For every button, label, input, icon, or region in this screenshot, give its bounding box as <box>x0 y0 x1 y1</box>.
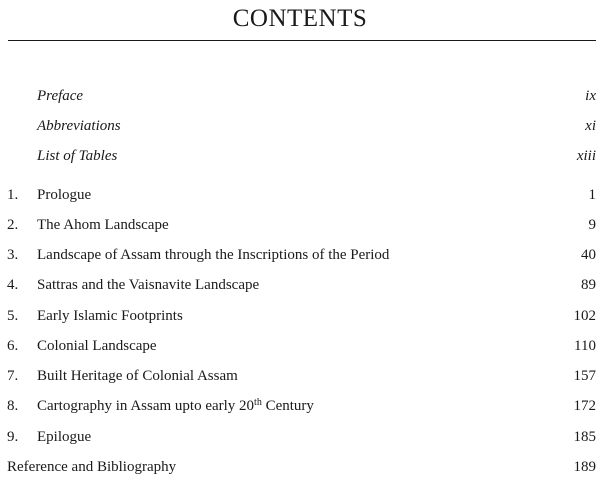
toc-entry-label <box>37 395 314 417</box>
title-divider <box>8 40 596 41</box>
toc-entry-page: 185 <box>573 429 596 445</box>
toc-entry-page: 189 <box>573 459 596 475</box>
toc-entry-preface[interactable] <box>0 85 600 107</box>
toc-entry-label: The Ahom Landscape <box>37 217 169 233</box>
toc-entry-page: 157 <box>573 368 596 384</box>
toc-entry-label: List of Tables <box>37 148 118 164</box>
toc-entry-chapter-3[interactable] <box>0 244 600 266</box>
toc-entry-page: xi <box>585 118 596 134</box>
toc-entry-page: ix <box>585 88 596 104</box>
toc-entry-chapter-9[interactable] <box>0 426 600 448</box>
toc-entry-label-text: Cartography in Assam upto early 20 <box>37 398 255 414</box>
toc-entry-number: 5. <box>7 308 19 324</box>
toc-entry-number: 6. <box>7 338 19 354</box>
toc-entry-page: 110 <box>574 338 596 354</box>
toc-entry-label-superscript: th <box>254 397 262 408</box>
toc-entry-chapter-2[interactable] <box>0 214 600 236</box>
toc-entry-label-suffix: Century <box>261 398 314 414</box>
toc-entry-label: Sattras and the Vaisnavite Landscape <box>37 277 260 293</box>
toc-entry-label: Prologue <box>37 187 92 203</box>
toc-entry-number: 2. <box>7 217 19 233</box>
toc-entry-number: 7. <box>7 368 19 384</box>
toc-entry-page: 9 <box>588 217 596 233</box>
toc-entry-page: 89 <box>581 277 596 293</box>
toc-entry-page: 1 <box>588 187 596 203</box>
toc-entry-page: 40 <box>581 247 596 263</box>
toc-entry-number: 9. <box>7 429 19 445</box>
toc-entry-chapter-7[interactable] <box>0 365 600 387</box>
toc-entry-page: 172 <box>573 398 596 414</box>
toc-entry-chapter-4[interactable] <box>0 274 600 296</box>
toc-entry-abbreviations[interactable] <box>0 115 600 137</box>
toc-entry-label: Abbreviations <box>37 118 121 134</box>
toc-entry-number: 8. <box>7 398 19 414</box>
toc-entry-reference-bibliography[interactable] <box>0 456 600 478</box>
toc-entry-page: xiii <box>576 148 596 164</box>
toc-entry-label: Epilogue <box>37 429 92 445</box>
toc-entry-number: 4. <box>7 277 19 293</box>
toc-entry-chapter-1[interactable] <box>0 184 600 206</box>
toc-entry-label: Landscape of Assam through the Inscriptions of the Period <box>37 247 390 263</box>
toc-entry-label: Early Islamic Footprints <box>37 308 183 324</box>
toc-entry-page: 102 <box>573 308 596 324</box>
toc-entry-chapter-6[interactable] <box>0 335 600 357</box>
toc-entry-list-of-tables[interactable] <box>0 145 600 167</box>
toc-entry-label: Built Heritage of Colonial Assam <box>37 368 238 384</box>
toc-entry-number: 3. <box>7 247 19 263</box>
toc-entry-number: 1. <box>7 187 19 203</box>
toc-entry-chapter-5[interactable] <box>0 305 600 327</box>
toc-entry-label: Preface <box>37 88 84 104</box>
toc-entry-label: Colonial Landscape <box>37 338 157 354</box>
toc-entry-label: Reference and Bibliography <box>7 459 177 475</box>
toc-entry-chapter-8[interactable] <box>0 395 600 417</box>
page-title: CONTENTS <box>232 5 368 32</box>
